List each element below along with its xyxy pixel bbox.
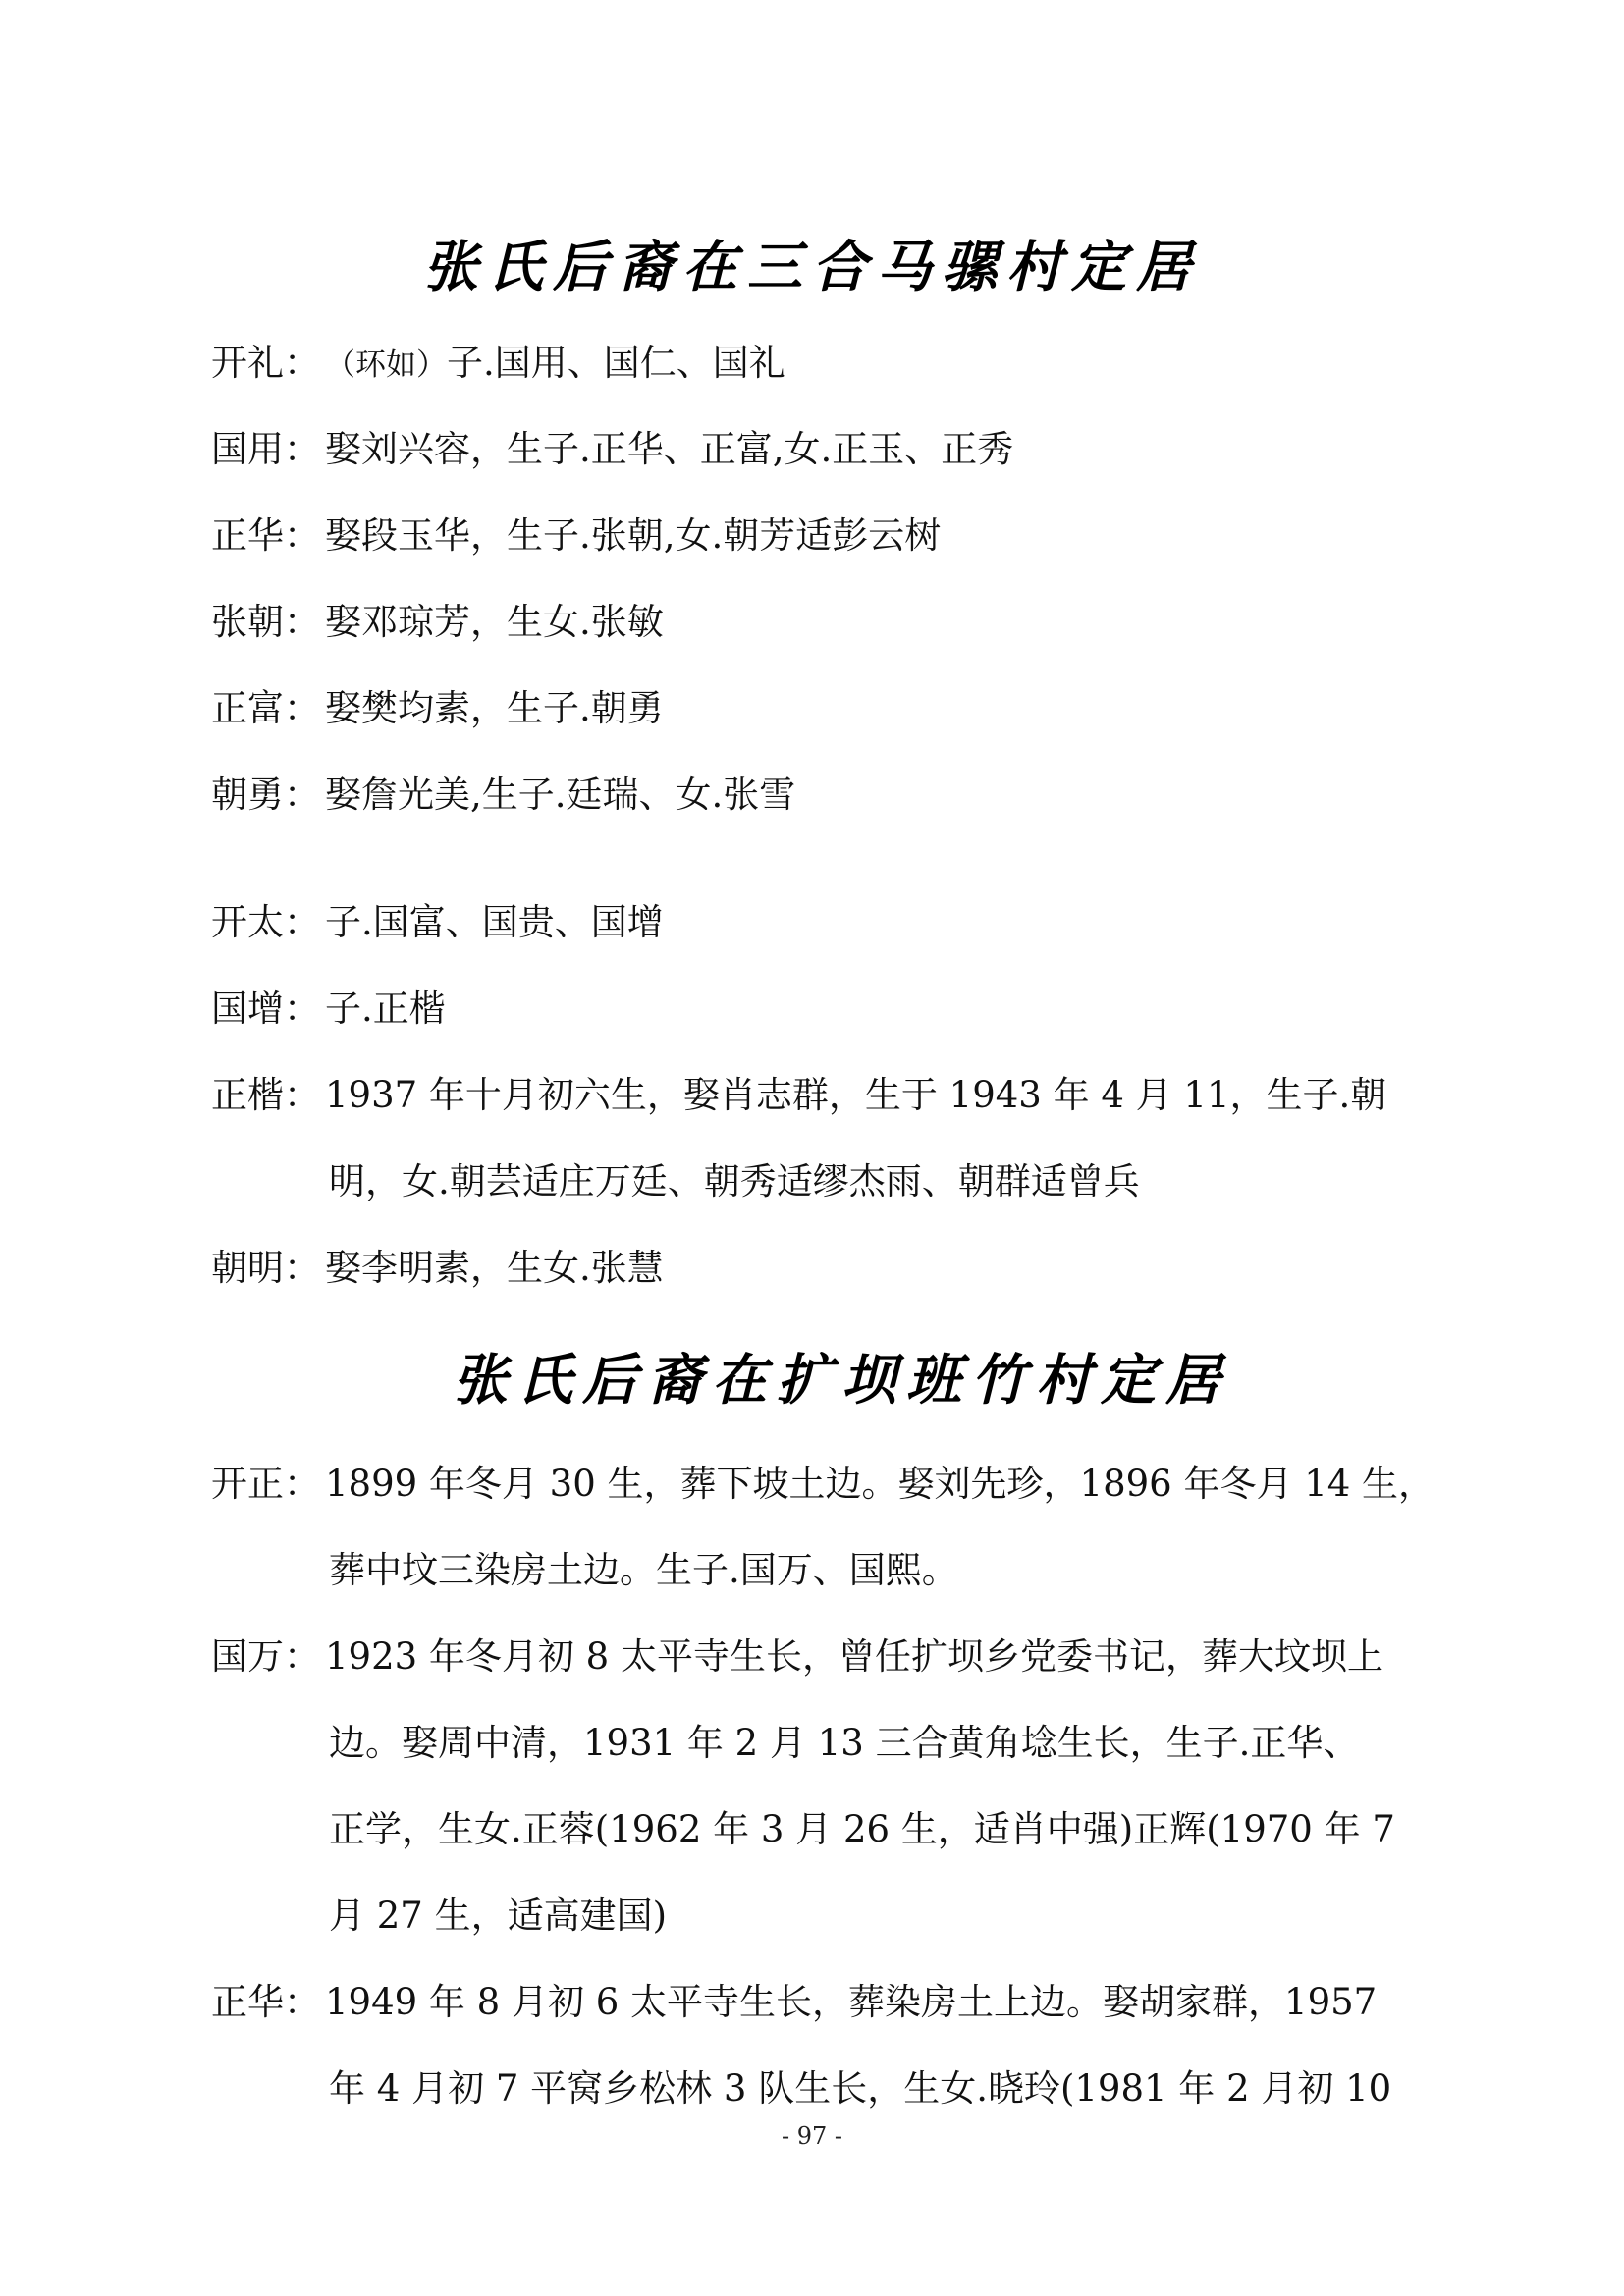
entry-text: 子.国富、国贵、国增	[325, 901, 664, 943]
entry-continuation: 边。娶周中清，1931 年 2 月 13 三合黄角埝生长，生子.正华、	[329, 1722, 1360, 1764]
entry-text: 娶詹光美,生子.廷瑞、女.张雪	[325, 774, 796, 816]
entry-continuation: 年 4 月初 7 平窝乡松林 3 队生长，生女.晓玲(1981 年 2 月初 10	[329, 2067, 1392, 2109]
section-heading-kuoba: 张氏后裔在扩坝班竹村定居	[453, 1348, 1230, 1413]
entry-continuation: 正学，生女.正蓉(1962 年 3 月 26 生，适肖中强)正辉(1970 年 7	[329, 1808, 1395, 1850]
entry-text: 娶李明素，生女.张慧	[325, 1247, 664, 1289]
entry-name: 朝明：	[211, 1247, 320, 1289]
entry-name: 开正：	[211, 1463, 320, 1505]
entry-text: 娶邓琼芳，生女.张敏	[325, 601, 664, 643]
entry-zhengkai	[211, 1052, 1419, 1225]
entry-text: 娶刘兴容，生子.正华、正富,女.正玉、正秀	[325, 428, 1014, 470]
entry-guowan	[211, 1614, 1419, 1959]
entry-continuation: 葬中坟三染房土边。生子.国万、国熙。	[329, 1549, 958, 1591]
entry-name: 正楷：	[211, 1074, 320, 1116]
entry-kaizheng	[211, 1441, 1435, 1614]
entry-guozeng	[211, 966, 1419, 1052]
entry-name: 正富：	[211, 687, 320, 729]
entry-name: 开太：	[211, 901, 320, 943]
entry-text: 子.正楷	[325, 988, 446, 1030]
entry-text: 1949 年 8 月初 6 太平寺生长，葬染房土上边。娶胡家群，1957	[325, 1981, 1378, 2023]
entry-name: 国用：	[211, 428, 320, 470]
entry-text: 娶樊均素，生子.朝勇	[325, 687, 664, 729]
entry-note: （环如）	[325, 347, 447, 383]
entry-chaoming	[211, 1225, 1419, 1311]
entry-text: 娶段玉华，生子.张朝,女.朝芳适彭云树	[325, 514, 942, 557]
entry-chaoyong	[211, 752, 1419, 838]
entry-continuation: 月 27 生，适高建国)	[329, 1895, 668, 1937]
section-heading-sanhe: 张氏后裔在三合马骡村定居	[423, 235, 1201, 299]
entry-continuation: 明，女.朝芸适庄万廷、朝秀适缪杰雨、朝群适曾兵	[329, 1160, 1140, 1202]
entry-name: 朝勇：	[211, 774, 320, 816]
entry-text: 子.国用、国仁、国礼	[447, 342, 785, 384]
entry-name: 正华：	[211, 514, 320, 557]
entry-kaili	[211, 320, 1419, 408]
entry-zhenghua	[211, 493, 1419, 579]
entry-text: 1937 年十月初六生，娶肖志群，生于 1943 年 4 月 11，生子.朝	[325, 1074, 1387, 1116]
entry-zhangchao	[211, 579, 1419, 666]
entry-zhenghua-2	[211, 1959, 1419, 2132]
entry-name: 国增：	[211, 988, 320, 1030]
entry-guoyong	[211, 406, 1419, 493]
entry-name: 正华：	[211, 1981, 320, 2023]
entry-kaitai	[211, 880, 1419, 966]
page-number: - 97 -	[781, 2122, 842, 2150]
entry-zhengfu	[211, 666, 1419, 752]
entry-text: 1899 年冬月 30 生，葬下坡土边。娶刘先珍，1896 年冬月 14 生，	[325, 1463, 1435, 1505]
entry-text: 1923 年冬月初 8 太平寺生长，曾任扩坝乡党委书记，葬大坟坝上	[325, 1635, 1383, 1678]
entry-name: 国万：	[211, 1635, 320, 1678]
entry-name: 张朝：	[211, 601, 320, 643]
entry-name: 开礼：	[211, 342, 320, 384]
